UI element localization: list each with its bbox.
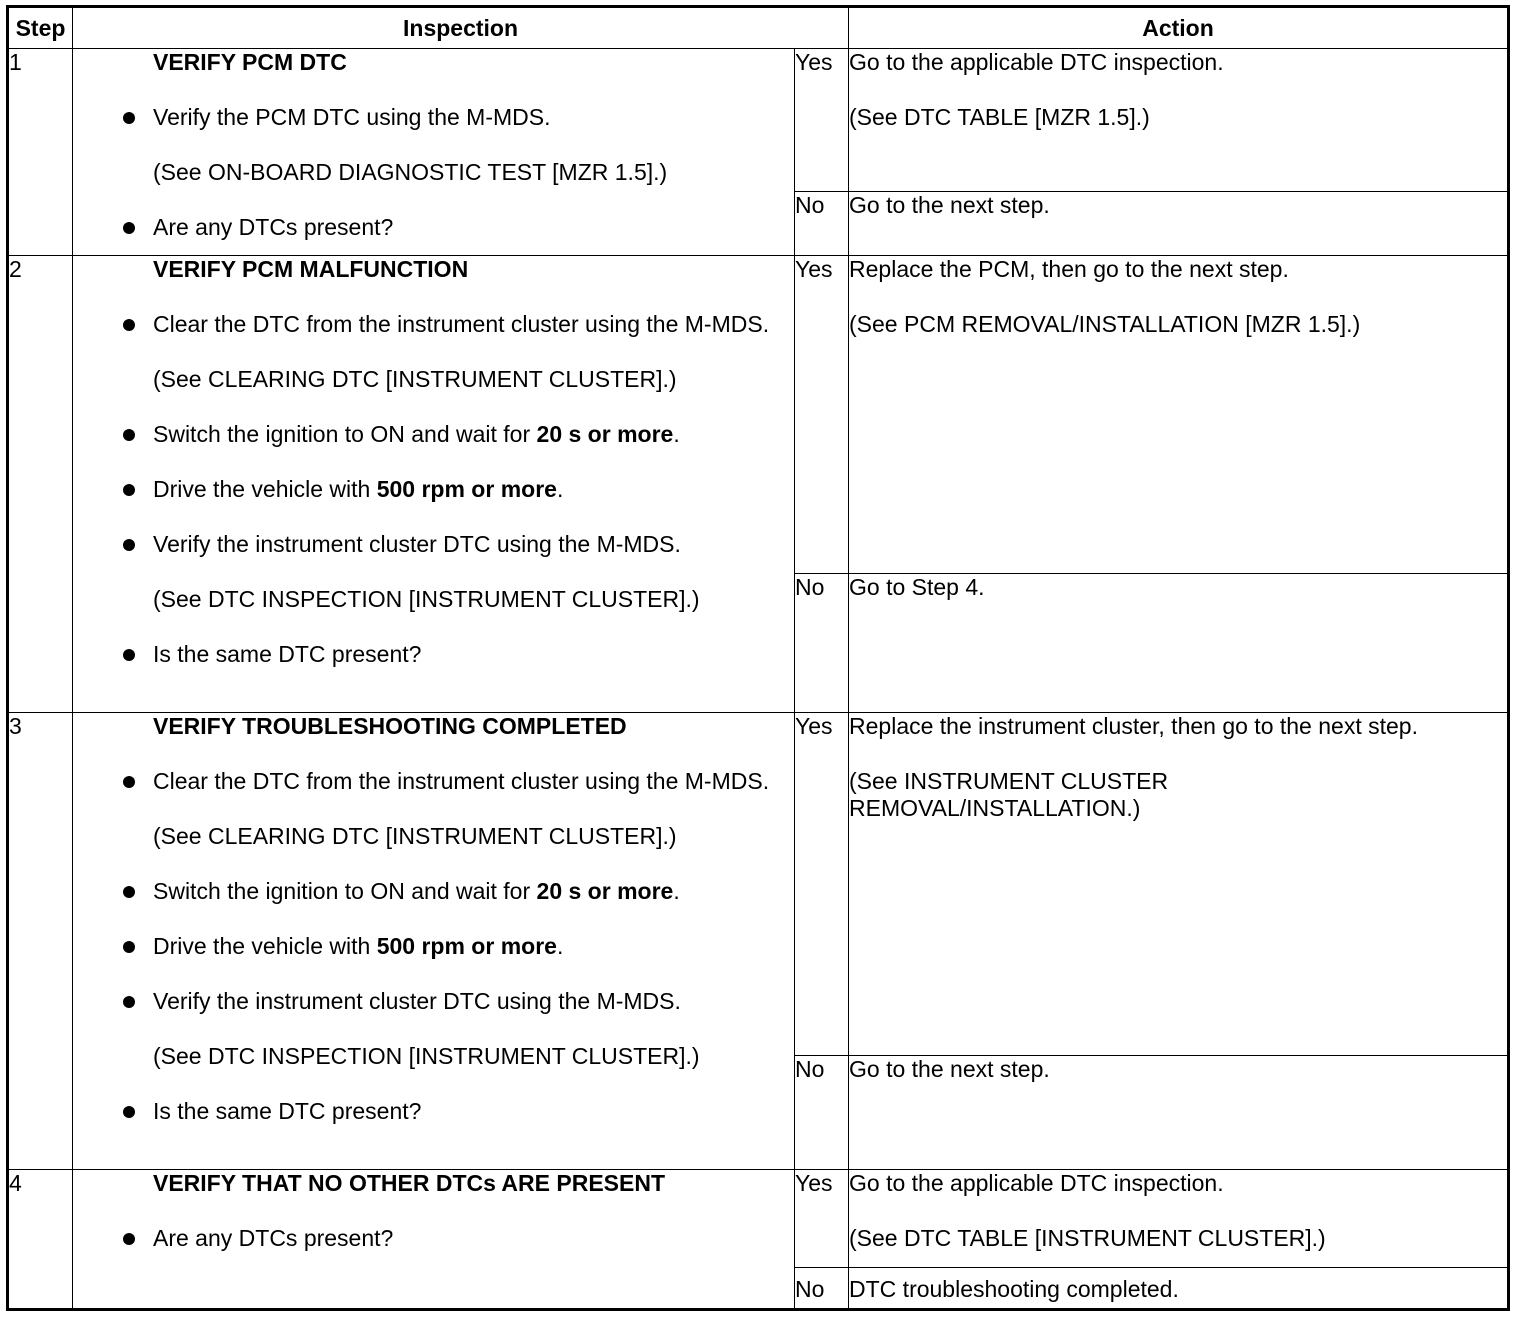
no-label: No bbox=[795, 1268, 849, 1310]
inspection-cell bbox=[73, 713, 795, 1170]
step-header: Step bbox=[8, 7, 73, 49]
step-number: 3 bbox=[8, 713, 73, 1170]
step-row-1 bbox=[8, 49, 1509, 192]
reference-note: (See ON-BOARD DIAGNOSTIC TEST [MZR 1.5].) bbox=[153, 159, 668, 185]
inspection-header: Inspection bbox=[73, 7, 849, 49]
inspection-item: Is the same DTC present? bbox=[73, 1098, 794, 1125]
yes-action: Go to the applicable DTC inspection. (See DTC TABLE [MZR 1.5].) bbox=[849, 49, 1509, 192]
inspection-item: Clear the DTC from the instrument cluster using the M-MDS. bbox=[73, 768, 794, 795]
no-action: Go to Step 4. bbox=[849, 574, 1509, 713]
step-number: 4 bbox=[8, 1170, 73, 1310]
reference-note: (See DTC INSPECTION [INSTRUMENT CLUSTER].) bbox=[153, 1043, 700, 1069]
inspection-item: Clear the DTC from the instrument cluster using the M-MDS. bbox=[73, 311, 794, 338]
step-title: VERIFY PCM MALFUNCTION bbox=[153, 256, 469, 282]
no-action: DTC troubleshooting completed. bbox=[849, 1268, 1509, 1310]
step-number: 1 bbox=[8, 49, 73, 256]
header-row bbox=[8, 7, 1509, 49]
no-label: No bbox=[795, 1056, 849, 1170]
inspection-item: Verify the PCM DTC using the M-MDS. bbox=[73, 104, 794, 131]
action-header: Action bbox=[849, 7, 1509, 49]
inspection-item: Are any DTCs present? bbox=[73, 1225, 794, 1252]
yes-label: Yes bbox=[795, 256, 849, 574]
step-number: 2 bbox=[8, 256, 73, 713]
reference-note: (See CLEARING DTC [INSTRUMENT CLUSTER].) bbox=[153, 823, 677, 849]
yes-label: Yes bbox=[795, 713, 849, 1056]
step-title: VERIFY THAT NO OTHER DTCs ARE PRESENT bbox=[153, 1170, 666, 1196]
inspection-item: Are any DTCs present? bbox=[73, 214, 794, 241]
inspection-item: Drive the vehicle with 500 rpm or more. bbox=[73, 476, 794, 503]
inspection-cell bbox=[73, 49, 795, 256]
yes-label: Yes bbox=[795, 1170, 849, 1268]
no-action: Go to the next step. bbox=[849, 192, 1509, 256]
inspection-item: Is the same DTC present? bbox=[73, 641, 794, 668]
step-title: VERIFY PCM DTC bbox=[153, 49, 347, 75]
inspection-item: Drive the vehicle with 500 rpm or more. bbox=[73, 933, 794, 960]
reference-note: (See DTC INSPECTION [INSTRUMENT CLUSTER].) bbox=[153, 586, 700, 612]
no-label: No bbox=[795, 192, 849, 256]
inspection-item: Switch the ignition to ON and wait for 20 s or more. bbox=[73, 421, 794, 448]
yes-action: Replace the instrument cluster, then go to the next step. (See INSTRUMENT CLUSTER REMOVAL/INSTALLATION.) bbox=[849, 713, 1509, 1056]
no-label: No bbox=[795, 574, 849, 713]
inspection-cell bbox=[73, 1170, 795, 1310]
step-row-3 bbox=[8, 713, 1509, 1056]
reference-note: (See CLEARING DTC [INSTRUMENT CLUSTER].) bbox=[153, 366, 677, 392]
inspection-cell bbox=[73, 256, 795, 713]
no-action: Go to the next step. bbox=[849, 1056, 1509, 1170]
yes-action: Replace the PCM, then go to the next step. (See PCM REMOVAL/INSTALLATION [MZR 1.5].) bbox=[849, 256, 1509, 574]
step-title: VERIFY TROUBLESHOOTING COMPLETED bbox=[153, 713, 627, 739]
yes-label: Yes bbox=[795, 49, 849, 192]
troubleshooting-table bbox=[6, 5, 1510, 1311]
yes-action: Go to the applicable DTC inspection. (See DTC TABLE [INSTRUMENT CLUSTER].) bbox=[849, 1170, 1509, 1268]
inspection-item: Verify the instrument cluster DTC using the M-MDS. bbox=[73, 531, 794, 558]
inspection-item: Switch the ignition to ON and wait for 20 s or more. bbox=[73, 878, 794, 905]
inspection-item: Verify the instrument cluster DTC using the M-MDS. bbox=[73, 988, 794, 1015]
step-row-4 bbox=[8, 1170, 1509, 1268]
step-row-2 bbox=[8, 256, 1509, 574]
